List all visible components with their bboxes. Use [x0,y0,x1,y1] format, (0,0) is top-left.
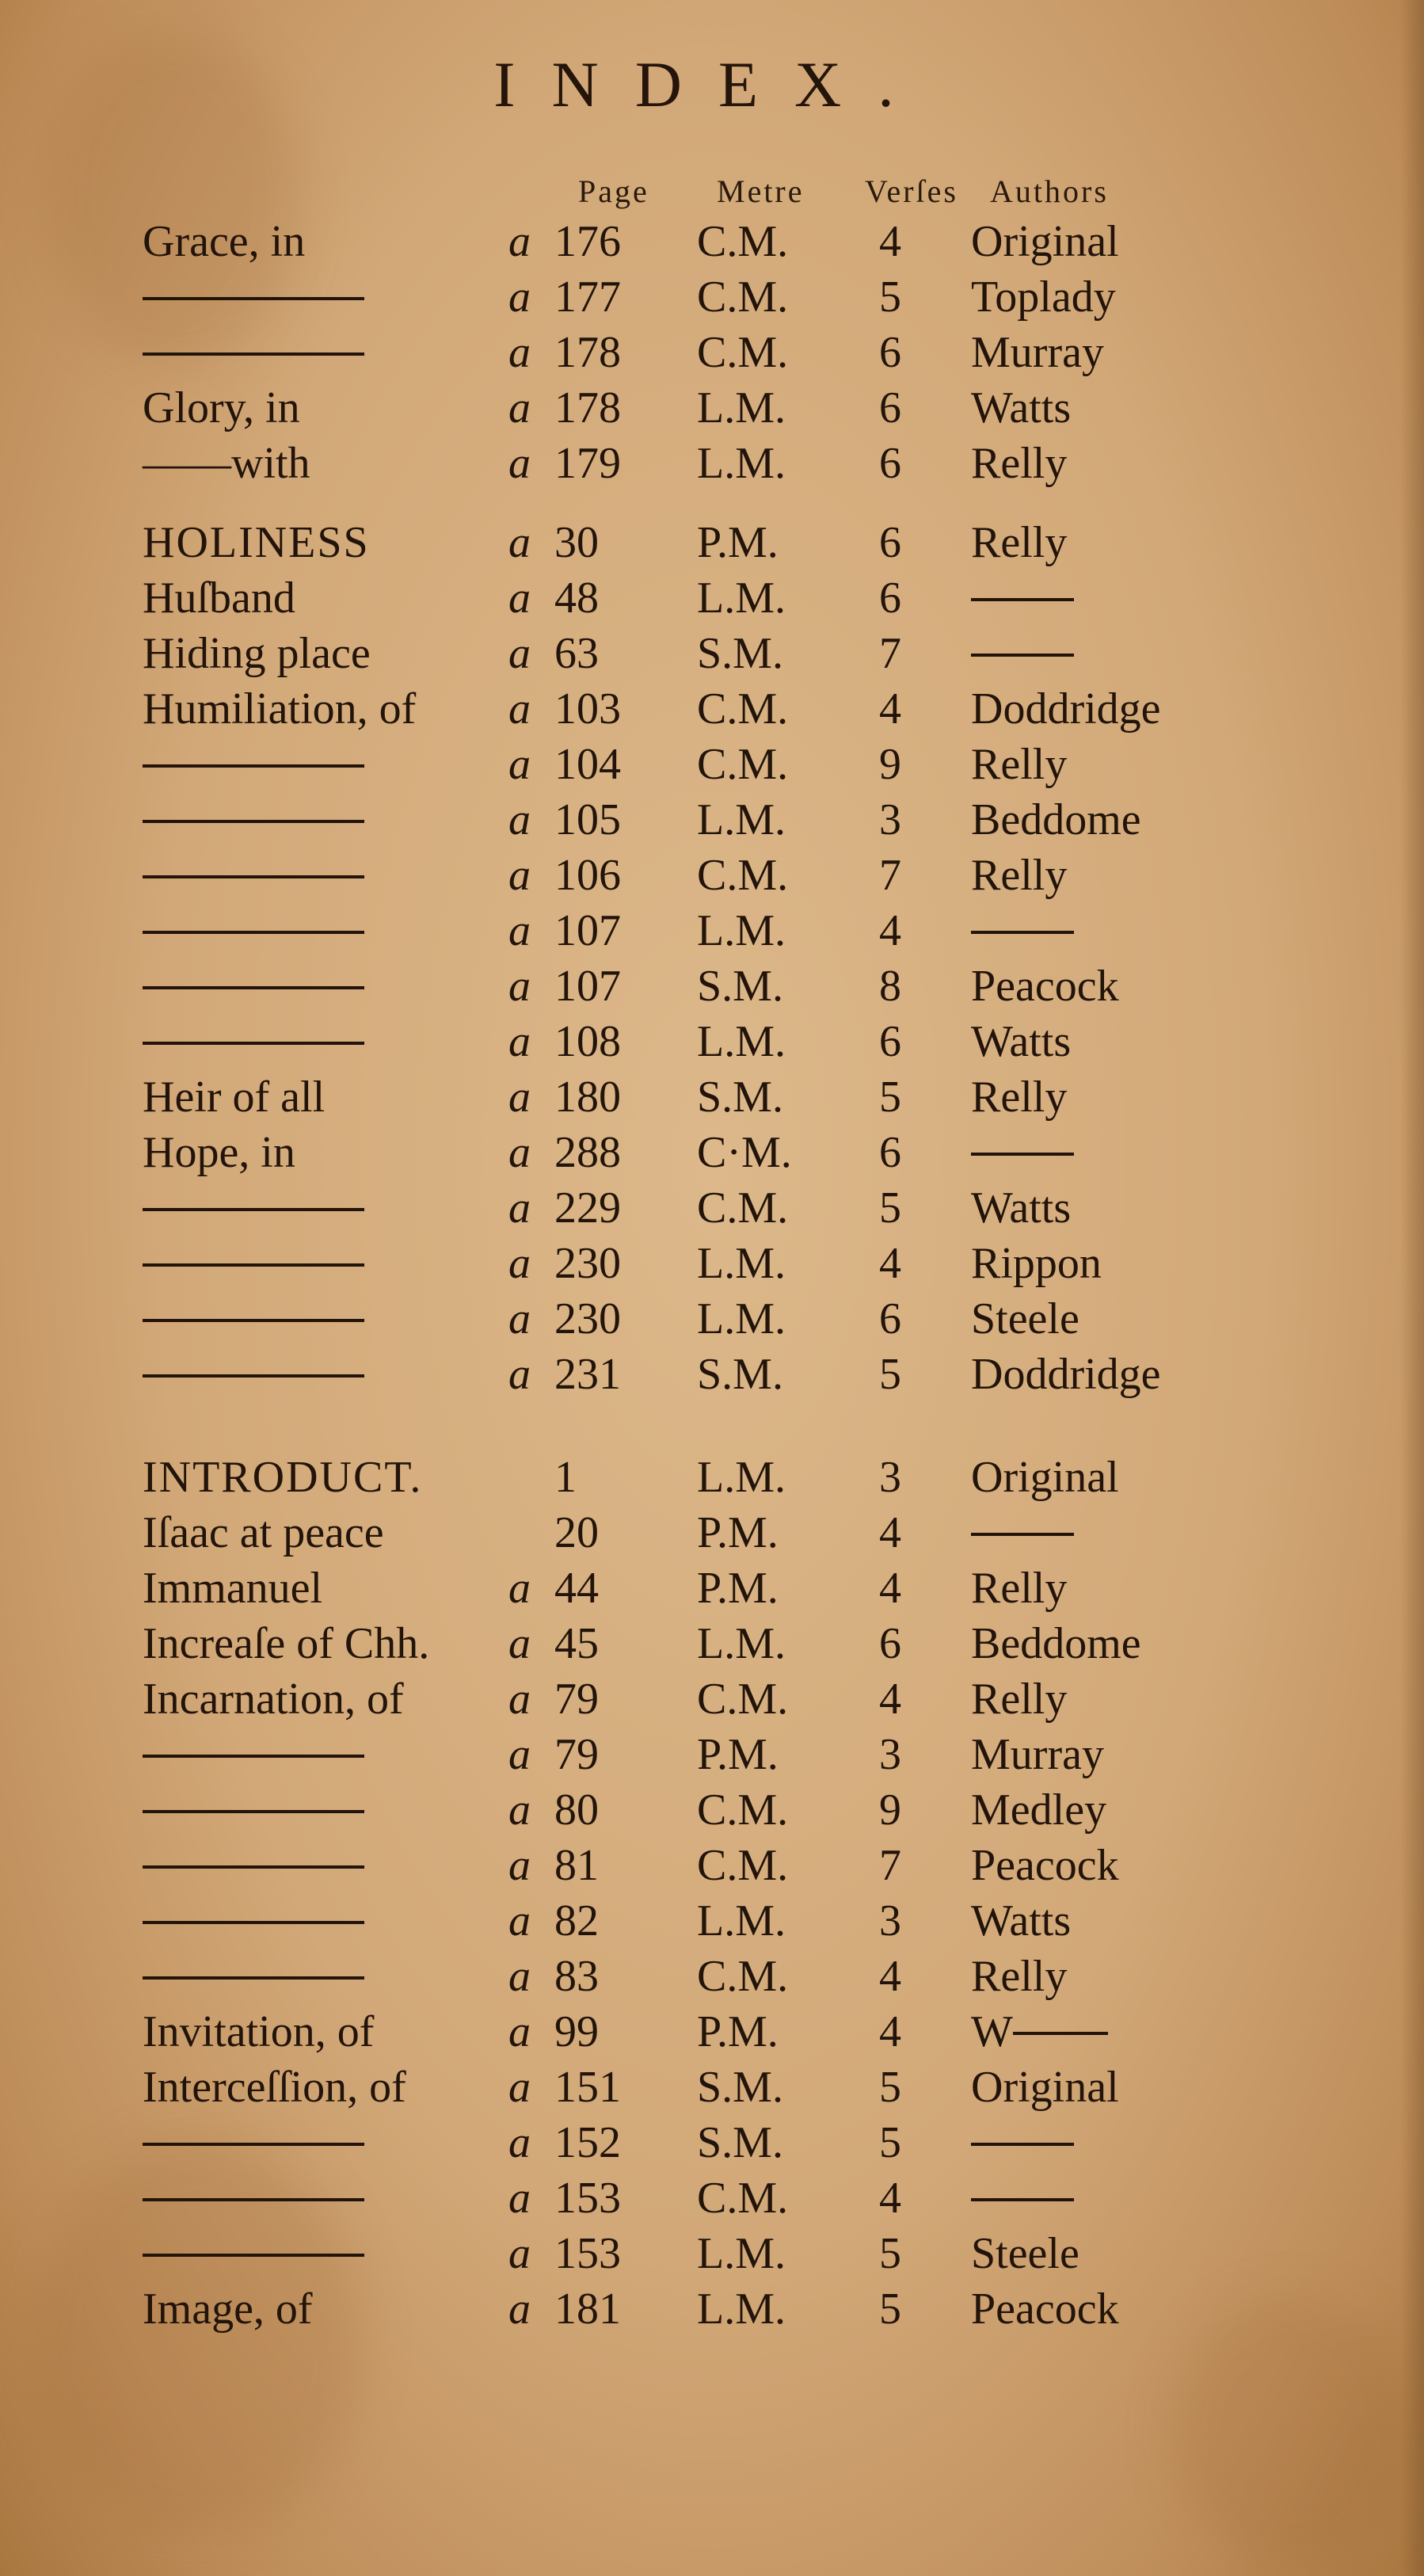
index-a-marker: a [508,684,531,734]
index-metre: C.M. [697,740,789,789]
header-page: Page [578,173,649,209]
index-author: Doddridge [971,1350,1161,1399]
index-a-marker: a [508,1183,531,1233]
index-row [0,436,1424,491]
index-author: Original [971,217,1119,266]
index-author: Watts [971,383,1072,433]
index-row [0,1893,1424,1949]
index-verses: 6 [879,439,901,488]
header-metre: Metre [717,173,805,209]
index-subject: Incarnation, of [143,1675,404,1724]
index-metre: L.M. [697,906,786,955]
index-author: Relly [971,1564,1068,1613]
index-a-marker: a [508,962,531,1011]
index-row [0,2226,1424,2281]
index-author: Doddridge [971,684,1161,734]
index-verses: 6 [879,328,901,377]
index-page: 106 [554,851,621,900]
index-verses: 4 [879,1564,901,1613]
index-row [0,1616,1424,1671]
index-a-marker: a [508,1619,531,1668]
index-metre: C.M. [697,1785,789,1835]
index-a-marker: a [508,795,531,844]
index-page: 103 [554,684,621,734]
index-metre: L.M. [697,1896,786,1945]
index-author: Relly [971,1073,1068,1122]
index-a-marker: a [508,518,531,567]
index-row [0,1347,1424,1402]
index-page: 231 [554,1350,621,1399]
index-row [0,737,1424,792]
index-metre: P.M. [697,2007,779,2056]
index-page: 230 [554,1294,621,1343]
index-page: 1 [554,1453,577,1502]
index-metre: S.M. [697,1350,783,1399]
index-author: Peacock [971,962,1119,1011]
index-subject: Immanuel [143,1564,323,1613]
index-verses: 7 [879,629,901,678]
index-a-marker: a [508,1952,531,2001]
index-verses: 9 [879,740,901,789]
index-author: Original [971,1453,1119,1502]
index-subject [143,1949,364,2004]
index-author [971,903,1074,958]
index-verses: 7 [879,1841,901,1890]
index-page: 79 [554,1675,599,1724]
index-a-marker: a [508,2229,531,2278]
index-verses: 6 [879,383,901,433]
index-metre: P.M. [697,1508,779,1557]
index-verses: 3 [879,1453,901,1502]
index-a-marker: a [508,2174,531,2223]
index-page: 177 [554,272,621,322]
index-subject [143,1291,364,1347]
paper-stain [1172,2297,1410,2566]
index-a-marker: a [508,740,531,789]
index-row [0,1125,1424,1180]
index-page: 79 [554,1730,599,1779]
index-author [971,2170,1074,2226]
index-metre: C.M. [697,217,789,266]
index-a-marker: a [508,383,531,433]
index-page: 288 [554,1128,621,1177]
index-a-marker: a [508,1896,531,1945]
index-author: Toplady [971,272,1116,322]
index-verses: 3 [879,1896,901,1945]
index-subject [143,2170,364,2226]
index-page: 83 [554,1952,599,2001]
index-metre: C.M. [697,1952,789,2001]
index-author: Watts [971,1183,1072,1233]
index-page: 179 [554,439,621,488]
index-metre: L.M. [697,574,786,623]
index-page: 20 [554,1508,599,1557]
index-verses: 4 [879,1508,901,1557]
index-verses: 6 [879,1128,901,1177]
index-verses: 4 [879,906,901,955]
index-subject [143,792,364,848]
index-row [0,848,1424,903]
index-author: Rippon [971,1239,1102,1288]
index-row [0,2004,1424,2060]
index-subject: Glory, in [143,383,300,433]
index-metre: C.M. [697,851,789,900]
index-metre: L.M. [697,1017,786,1066]
index-verses: 9 [879,1785,901,1835]
index-row [0,1180,1424,1236]
index-row [0,626,1424,681]
index-subject [143,737,364,792]
index-page: 152 [554,2118,621,2167]
index-subject: Hope, in [143,1128,295,1177]
index-a-marker: a [508,2007,531,2056]
index-page: 153 [554,2174,621,2223]
index-metre: P.M. [697,1564,779,1613]
index-metre: C.M. [697,328,789,377]
index-page: 178 [554,328,621,377]
index-verses: 5 [879,2229,901,2278]
index-a-marker: a [508,1564,531,1613]
index-page: 229 [554,1183,621,1233]
index-row [0,269,1424,325]
index-subject [143,1838,364,1893]
index-page: 176 [554,217,621,266]
header-authors: Authors [990,173,1109,209]
index-metre: L.M. [697,1239,786,1288]
index-row [0,515,1424,570]
index-subject: ——with [143,439,310,488]
index-metre: C·M. [697,1128,792,1177]
index-row [0,2115,1424,2170]
index-a-marker: a [508,906,531,955]
index-author: Watts [971,1896,1072,1945]
index-a-marker: a [508,1017,531,1066]
index-metre: L.M. [697,1453,786,1502]
index-verses: 4 [879,2007,901,2056]
index-verses: 4 [879,1675,901,1724]
index-author: Beddome [971,795,1141,844]
index-row [0,1782,1424,1838]
index-author: Murray [971,1730,1104,1779]
index-subject: Heir of all [143,1073,326,1122]
index-subject [143,1236,364,1291]
index-author: Steele [971,2229,1079,2278]
index-metre: C.M. [697,1183,789,1233]
index-page: 48 [554,574,599,623]
index-page: 30 [554,518,599,567]
index-page: 230 [554,1239,621,1288]
index-author [971,570,1074,626]
index-verses: 6 [879,1017,901,1066]
index-metre: L.M. [697,795,786,844]
index-verses: 6 [879,574,901,623]
index-subject: HOLINESS [143,518,370,567]
index-subject [143,2226,364,2281]
index-row [0,681,1424,737]
index-a-marker: a [508,217,531,266]
index-author: Medley [971,1785,1107,1835]
index-metre: L.M. [697,1294,786,1343]
index-metre: L.M. [697,2284,786,2334]
index-subject: Interceſſion, of [143,2063,406,2112]
index-metre: P.M. [697,1730,779,1779]
index-page: 104 [554,740,621,789]
index-author: Watts [971,1017,1072,1066]
index-subject: Huſband [143,574,295,623]
index-row [0,1671,1424,1727]
index-row [0,2170,1424,2226]
index-verses: 5 [879,1350,901,1399]
index-row [0,570,1424,626]
index-a-marker: a [508,1128,531,1177]
index-page: 99 [554,2007,599,2056]
index-a-marker: a [508,1350,531,1399]
index-subject: INTRODUCT. [143,1453,423,1502]
index-metre: S.M. [697,2118,783,2167]
index-metre: S.M. [697,1073,783,1122]
index-row [0,380,1424,436]
index-verses: 3 [879,1730,901,1779]
index-a-marker: a [508,629,531,678]
index-metre: L.M. [697,383,786,433]
index-page: 153 [554,2229,621,2278]
index-row [0,2060,1424,2115]
index-verses: 3 [879,795,901,844]
index-author [971,626,1074,681]
index-author: Relly [971,518,1068,567]
index-a-marker: a [508,1073,531,1122]
index-author: W [971,2004,1108,2060]
index-a-marker: a [508,2063,531,2112]
index-author: Relly [971,439,1068,488]
page-title: INDEX. [493,48,931,120]
index-verses: 5 [879,1073,901,1122]
index-verses: 4 [879,1952,901,2001]
index-subject [143,1347,364,1402]
index-verses: 4 [879,2174,901,2223]
index-metre: S.M. [697,629,783,678]
index-row [0,1560,1424,1616]
index-page: 180 [554,1073,621,1122]
index-verses: 5 [879,2063,901,2112]
index-author: Steele [971,1294,1079,1343]
index-subject [143,848,364,903]
index-author [971,2115,1074,2170]
index-subject: Hiding place [143,629,371,678]
index-page: 105 [554,795,621,844]
index-page: 80 [554,1785,599,1835]
index-verses: 6 [879,1619,901,1668]
index-row [0,1505,1424,1560]
index-metre: P.M. [697,518,779,567]
index-metre: L.M. [697,439,786,488]
index-metre: C.M. [697,1841,789,1890]
index-row [0,1069,1424,1125]
index-row [0,1727,1424,1782]
index-a-marker: a [508,1841,531,1890]
index-a-marker: a [508,2118,531,2167]
index-metre: S.M. [697,962,783,1011]
index-page: 45 [554,1619,599,1668]
index-a-marker: a [508,439,531,488]
index-metre: L.M. [697,2229,786,2278]
index-row [0,792,1424,848]
index-page: 44 [554,1564,599,1613]
index-subject: Humiliation, of [143,684,417,734]
index-author [971,1505,1074,1560]
index-verses: 6 [879,518,901,567]
index-metre: L.M. [697,1619,786,1668]
index-metre: C.M. [697,2174,789,2223]
index-page: 178 [554,383,621,433]
index-verses: 7 [879,851,901,900]
index-verses: 6 [879,1294,901,1343]
ditto-dash [1013,2032,1108,2035]
index-subject: Grace, in [143,217,306,266]
index-verses: 4 [879,1239,901,1288]
index-a-marker: a [508,574,531,623]
index-metre: C.M. [697,272,789,322]
index-author: Relly [971,740,1068,789]
index-page: 82 [554,1896,599,1945]
index-a-marker: a [508,1294,531,1343]
index-a-marker: a [508,1785,531,1835]
index-a-marker: a [508,1730,531,1779]
index-a-marker: a [508,851,531,900]
index-page: 107 [554,906,621,955]
index-row [0,214,1424,269]
index-subject [143,1014,364,1069]
index-verses: 4 [879,684,901,734]
index-author: Relly [971,1675,1068,1724]
index-subject: Increaſe of Chh. [143,1619,430,1668]
index-row [0,1236,1424,1291]
index-verses: 8 [879,962,901,1011]
index-subject [143,325,364,380]
index-subject: Invitation, of [143,2007,375,2056]
index-row [0,1838,1424,1893]
index-a-marker: a [508,2284,531,2334]
index-row [0,1949,1424,2004]
index-row [0,958,1424,1014]
index-subject [143,958,364,1014]
index-page: 108 [554,1017,621,1066]
index-page: 181 [554,2284,621,2334]
index-page: 151 [554,2063,621,2112]
index-row [0,2281,1424,2337]
index-subject [143,1727,364,1782]
index-a-marker: a [508,272,531,322]
index-row [0,1014,1424,1069]
index-author: Peacock [971,2284,1119,2334]
index-a-marker: a [508,1239,531,1288]
index-verses: 5 [879,2118,901,2167]
index-subject [143,903,364,958]
index-verses: 5 [879,272,901,322]
index-author: Peacock [971,1841,1119,1890]
index-verses: 5 [879,2284,901,2334]
index-a-marker: a [508,328,531,377]
index-subject [143,1180,364,1236]
index-subject [143,1893,364,1949]
index-a-marker: a [508,1675,531,1724]
index-metre: C.M. [697,684,789,734]
index-author: Original [971,2063,1119,2112]
index-metre: S.M. [697,2063,783,2112]
index-author [971,1125,1074,1180]
index-row [0,1291,1424,1347]
index-subject [143,269,364,325]
index-page: 63 [554,629,599,678]
index-subject: Iſaac at peace [143,1508,384,1557]
index-verses: 4 [879,217,901,266]
index-page: 81 [554,1841,599,1890]
index-author: Murray [971,328,1104,377]
index-metre: C.M. [697,1675,789,1724]
index-subject [143,2115,364,2170]
index-row [0,903,1424,958]
index-page: 107 [554,962,621,1011]
index-author: Relly [971,1952,1068,2001]
index-subject: Image, of [143,2284,313,2334]
index-author: Relly [971,851,1068,900]
index-subject [143,1782,364,1838]
index-verses: 5 [879,1183,901,1233]
header-verses: Verſes [865,173,958,209]
index-row [0,325,1424,380]
index-author: Beddome [971,1619,1141,1668]
index-row [0,1450,1424,1505]
